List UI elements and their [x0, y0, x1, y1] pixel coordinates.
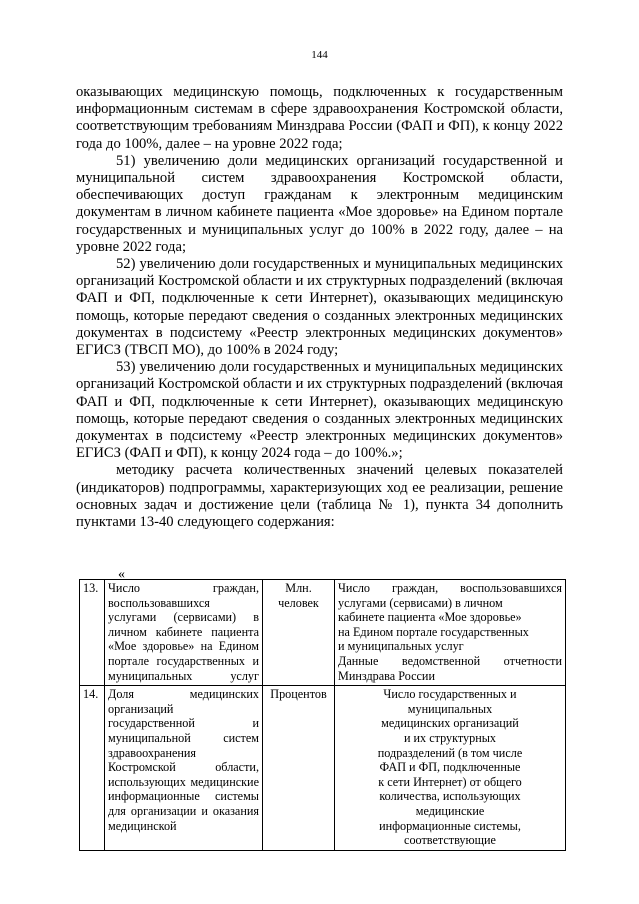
- page-number: 144: [311, 49, 328, 61]
- unit-of-measure: Млн. человек: [263, 580, 335, 686]
- method-line: к сети Интернет) от общего: [378, 774, 522, 789]
- paragraph-methodology: методику расчета количественных значений целевых показателей (индикаторов) подпрограммы, характеризующих ход ее реализации, решение основных задач и достижение цели (таблица № 1), пункта 34 дополнить пунктами 13-40 следующего содержания:: [76, 462, 563, 531]
- method-line: соответствующие: [404, 833, 496, 848]
- calculation-method: [335, 686, 566, 851]
- row-number: 13.: [80, 580, 105, 686]
- method-line: услугами (сервисами) в личном: [338, 595, 503, 610]
- method-line: Данные ведомственной отчетности: [338, 653, 562, 668]
- method-line: ФАП и ФП, подключенные: [379, 760, 521, 775]
- indicator-name: Доля медицинских организаций государственной и муниципальной систем здравоохранения Костромской области, использующих медицинские информационные системы для организации и оказания медицинской: [105, 686, 263, 851]
- paragraph-continuation: оказывающих медицинскую помощь, подключенных к государственным информационным системам в сфере здравоохранения Костромской области, соответствующим требованиям Минздрава России (ФАП и ФП), к концу 2022 года до 100%, далее – на уровне 2022 года;: [76, 84, 563, 152]
- method-line: и их структурных: [403, 730, 497, 745]
- method-line: муниципальных: [407, 701, 493, 716]
- method-line: и муниципальных услуг: [338, 639, 464, 654]
- method-line: информационные системы,: [379, 818, 521, 833]
- indicator-table: [79, 579, 566, 851]
- method-line: медицинские: [415, 803, 485, 818]
- method-line: Число граждан, воспользовавшихся: [338, 581, 562, 595]
- method-line: кабинете пациента «Мое здоровье»: [338, 610, 522, 625]
- method-line: Число государственных и: [383, 687, 517, 702]
- paragraph-item-53: 53) увеличению доли государственных и муниципальных медицинских организаций Костромской области и их структурных подразделений (включая ФАП и ФП, подключенные к сети Интернет), оказывающих медицинскую помощь, которые передают сведения о созданных электронных медицинских документах в подсистему «Реестр электронных медицинских документов» ЕГИСЗ (ФАП и ФП), к концу 2024 года – до 100%.»;: [76, 359, 563, 462]
- paragraph-item-51: 51) увеличению доли медицинских организаций государственной и муниципальной систем здравоохранения Костромской области, обеспечивающих доступ гражданам к электронным медицинским документам в личном кабинете пациента «Мое здоровье» на Едином портале государственных и муниципальных услуг до 100% в 2022 году, далее – на уровне 2022 года;: [76, 152, 563, 255]
- table-row: [80, 686, 566, 851]
- method-line: подразделений (в том числе: [377, 745, 523, 760]
- calculation-method: [335, 580, 566, 686]
- indicator-name: Число граждан, воспользовавшихся услугами (сервисами) в личном кабинете пациента «Мое здоровье» на Едином портале государственных и муниципальных услуг: [105, 580, 263, 686]
- document-body: [76, 84, 563, 531]
- table-row: [80, 580, 566, 686]
- method-line: на Едином портале государственных: [338, 624, 529, 639]
- method-line: медицинских организаций: [381, 716, 519, 731]
- row-number: 14.: [80, 686, 105, 851]
- method-line: количества, использующих: [379, 789, 521, 804]
- paragraph-item-52: 52) увеличению доли государственных и муниципальных медицинских организаций Костромской области и их структурных подразделений (включая ФАП и ФП, подключенные к сети Интернет), оказывающих медицинскую помощь, которые передают сведения о созданных электронных медицинских документах в подсистему «Реестр электронных медицинских документов» ЕГИСЗ (ТВСП МО), до 100% в 2024 году;: [76, 256, 563, 359]
- opening-quote-mark: «: [118, 567, 125, 582]
- method-line: Минздрава России: [338, 668, 435, 683]
- unit-of-measure: Процентов: [263, 686, 335, 851]
